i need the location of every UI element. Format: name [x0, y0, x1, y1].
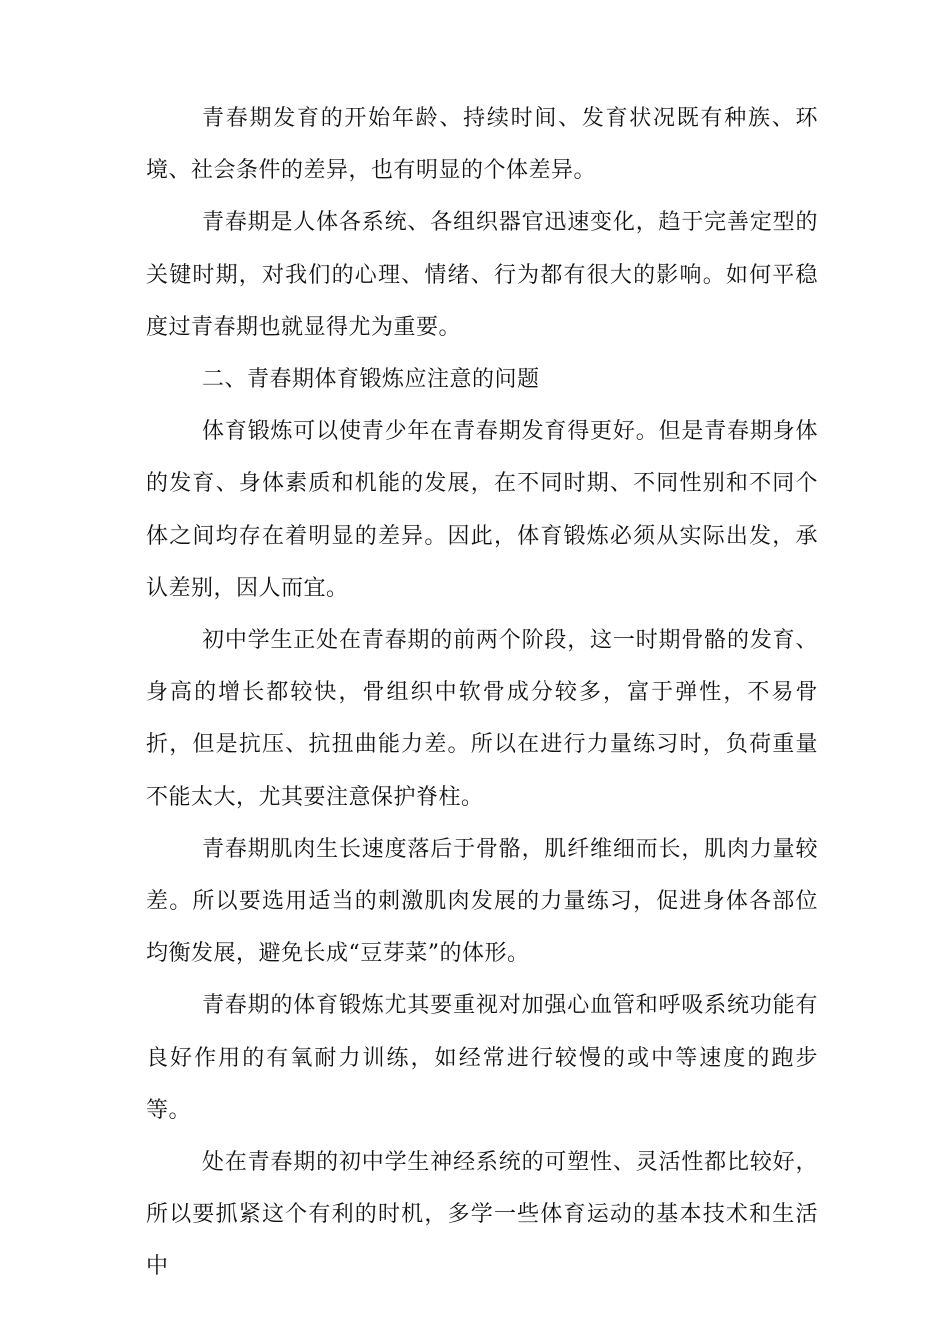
section-heading: 二、青春期体育锻炼应注意的问题 [202, 367, 540, 393]
paragraph-nervous-system: 处在青春期的初中学生神经系统的可塑性、灵活性都比较好，所以要抓紧这个有利的时机，多学一些体育运动的基本技术和生活中 [146, 1150, 818, 1280]
document-body [146, 93, 818, 1294]
paragraph-aerobic-training: 青春期的体育锻炼尤其要重视对加强心血管和呼吸系统功能有良好作用的有氧耐力训练，如经常进行较慢的或中等速度的跑步等。 [146, 993, 818, 1123]
paragraph-age-differences: 青春期发育的开始年龄、持续时间、发育状况既有种族、环境、社会条件的差异，也有明显的个体差异。 [146, 106, 818, 184]
paragraph-key-period: 青春期是人体各系统、各组织器官迅速变化，趋于完善定型的关键时期，对我们的心理、情绪、行为都有很大的影响。如何平稳度过青春期也就显得尤为重要。 [146, 210, 818, 340]
paragraph-exercise-benefits: 体育锻炼可以使青少年在青春期发育得更好。但是青春期身体的发育、身体素质和机能的发展，在不同时期、不同性别和不同个体之间均存在着明显的差异。因此，体育锻炼必须从实际出发，承认差别，因人而宜。 [146, 419, 818, 601]
paragraph-bone-development: 初中学生正处在青春期的前两个阶段，这一时期骨骼的发育、身高的增长都较快，骨组织中软骨成分较多，富于弹性，不易骨折，但是抗压、抗扭曲能力差。所以在进行力量练习时，负荷重量不能太大，尤其要注意保护脊柱。 [146, 628, 818, 810]
paragraph-muscle-development: 青春期肌肉生长速度落后于骨骼，肌纤维细而长，肌肉力量较差。所以要选用适当的刺激肌肉发展的力量练习，促进身体各部位均衡发展，避免长成“豆芽菜”的体形。 [146, 836, 818, 967]
